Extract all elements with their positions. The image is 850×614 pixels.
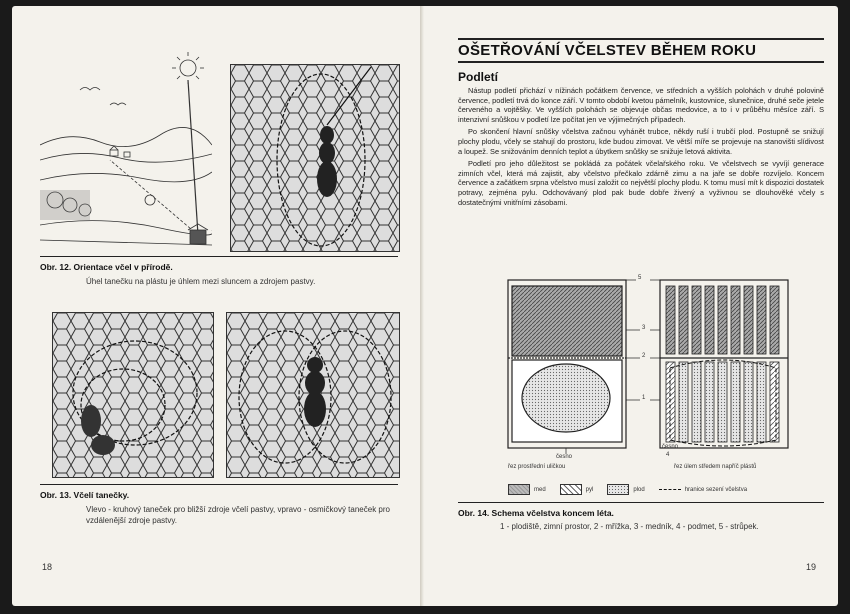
diagram-label-right: řez úlem středem napříč plástů [674, 464, 757, 470]
legend-hranice [659, 487, 747, 493]
page-number-right: 19 [806, 562, 817, 572]
legend-med-swatch [508, 484, 530, 495]
bee-on-comb-illustration [230, 64, 400, 252]
legend-hranice-label: hranice sezení včelstva [684, 486, 748, 493]
waggle-dance-illustration [226, 312, 400, 478]
legend-pyl-label: pyl [585, 486, 594, 493]
diagram-label-left: řez prostřední uličkou [508, 464, 566, 470]
paragraph-3: Podletí pro jeho důležitost se pokládá za počátek včelařského roku. Ve včelstvech se vyvíjí generace zimních včel, která má zajistit, aby včelstvo přečkalo zdárně zimu a na jaře se dobře rozvíjelo. Koncem července a začátkem srpna včelstvo musí založit co největší plochy plodu. K tomu musí mít k dispozici dostatek potravy, zejména pylu. Odchovávaný plod pak bude dobře živený a vyživnou se dlouhověké včely s dostatečnými vnitřními zásobami. [458, 159, 824, 207]
figure14-rule [458, 502, 824, 503]
diagram-cesno-right: česno [662, 444, 679, 450]
diagram-legend [508, 484, 808, 495]
left-page [12, 6, 424, 606]
figure12-caption-title: Obr. 12. Orientace včel v přírodě. [40, 262, 173, 272]
right-page [426, 6, 838, 606]
page-number-left: 18 [42, 562, 53, 572]
paragraph-2: Po skončení hlavní snůšky včelstva začnou vyhánět trubce, někdy ruší i trubčí plod. Postupně se snižují plochy plodu, včely se stahují do prostoru, kde budou zimovat. Ve větší míře se projevuje na stanovišti slídivost a loupež. Se snižováním denních teplot a úbytkem snůšky se snižuje letová aktivita. [458, 127, 824, 156]
diagram-cesno-left: česno [556, 454, 573, 460]
round-dance-illustration [52, 312, 214, 478]
figure14-caption-text: 1 - plodiště, zimní prostor, 2 - mřížka, 3 - medník, 4 - podmet, 5 - strůpek. [500, 522, 759, 531]
page-title: OŠETŘOVÁNÍ VČELSTEV BĚHEM ROKU [458, 42, 757, 59]
title-top-rule [458, 38, 824, 40]
section-heading: Podletí [458, 70, 499, 84]
legend-plod-label: plod [633, 486, 645, 493]
legend-med-label: med [534, 486, 546, 493]
body-text [458, 86, 824, 207]
legend-plod [607, 484, 644, 495]
figure12-caption-text: Úhel tanečku na plástu je úhlem mezi sluncem a zdrojem pastvy. [86, 277, 316, 286]
figure14-caption-title: Obr. 14. Schema včelstva koncem léta. [458, 508, 614, 518]
legend-plod-swatch [607, 484, 629, 495]
figure13-caption-text: Vlevo - kruhový taneček pro bližší zdroje včelí pastvy, vpravo - osmičkový taneček pro vzdálenější zdroje pastvy. [86, 505, 390, 525]
legend-pyl [560, 484, 594, 495]
figure13-rule [40, 484, 398, 485]
title-bottom-rule [458, 61, 824, 63]
diagram-num-1: 1 [642, 395, 646, 401]
diagram-num-5: 5 [638, 275, 642, 281]
figure12-rule [40, 256, 398, 257]
landscape-sun-illustration [40, 50, 212, 250]
legend-hranice-line [659, 489, 681, 490]
hive-schema-diagram [504, 272, 804, 478]
diagram-num-3: 3 [642, 325, 646, 331]
figure13-caption-title: Obr. 13. Včelí tanečky. [40, 490, 130, 500]
diagram-num-2: 2 [642, 353, 646, 359]
legend-med [508, 484, 546, 495]
legend-pyl-swatch [560, 484, 582, 495]
diagram-num-4: 4 [666, 452, 670, 458]
paragraph-1: Nástup podletí přichází v nížinách počátkem července, ve středních a vyšších polohách v druhé polovině července, podletí trvá do konce září. V tomto období kvetou pámelník, kustovnice, slunečnice, druhé seče jetele červeného a vojtěšky. Ve vyšších polohách se objevuje občas medovice, a to i v průběhu měsíce září. S intenzivní snůškou v podletí lze počítat jen ve výjimečných případech. [458, 86, 824, 124]
